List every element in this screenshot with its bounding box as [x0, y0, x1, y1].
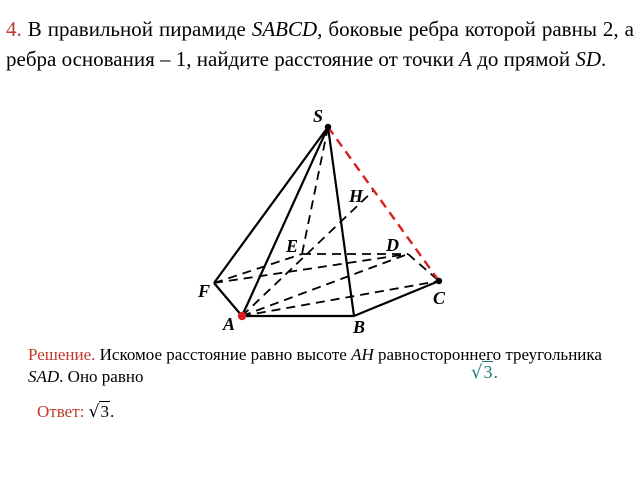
segment-AH [242, 190, 374, 316]
answer-head: Ответ: [37, 402, 85, 421]
problem-text-4: . [601, 47, 607, 71]
solution-value [471, 362, 498, 383]
diag-FD [214, 254, 408, 283]
sqrt-expression: √3 [471, 362, 493, 383]
answer-radicand: 3 [100, 402, 109, 421]
point-name: A [459, 47, 472, 71]
problem-text-3: до прямой [471, 47, 576, 71]
solution-head: Решение. [28, 345, 96, 364]
edge-BC [354, 281, 439, 316]
label-H: H [349, 186, 364, 206]
pyramid-name: SABCD [251, 17, 318, 41]
hidden-edges [214, 127, 439, 316]
triangle-name: SAD [28, 367, 60, 386]
problem-text-1: В правильной пирамиде [21, 17, 252, 41]
label-C: C [433, 288, 446, 308]
vertex-S-dot [325, 124, 331, 130]
answer-tail: . [109, 402, 115, 421]
problem-number: 4. [6, 17, 22, 41]
vertex-A-dot [238, 312, 246, 320]
solution-text-2: равностороннего треугольника [373, 345, 602, 364]
solution-text-3: . Оно равно [59, 367, 144, 386]
height-name: AH [351, 345, 374, 364]
solution-value-tail: . [493, 362, 498, 382]
label-E: E [286, 236, 299, 256]
edge-SF [214, 127, 328, 283]
solution-text-1: Искомое расстояние равно высоте [95, 345, 352, 364]
edge-FA [214, 283, 242, 316]
label-B: B [353, 317, 366, 337]
problem-text-2: , боковые ребра которой равны 2, а ребра основания – 1, найдите расстояние от точки [6, 17, 634, 71]
label-S: S [313, 106, 324, 126]
answer-line [37, 402, 114, 422]
label-F: F [198, 281, 211, 301]
label-A: A [223, 314, 236, 334]
diag-AC [242, 281, 439, 316]
edge-SA [242, 127, 328, 316]
edge-DC [408, 254, 439, 281]
solution-text [28, 344, 628, 388]
answer-sqrt: √3 [88, 402, 109, 422]
line-name: SD [575, 47, 602, 71]
label-D: D [386, 235, 399, 255]
solution-radicand: 3 [483, 362, 493, 382]
vertex-C-dot [436, 278, 442, 284]
